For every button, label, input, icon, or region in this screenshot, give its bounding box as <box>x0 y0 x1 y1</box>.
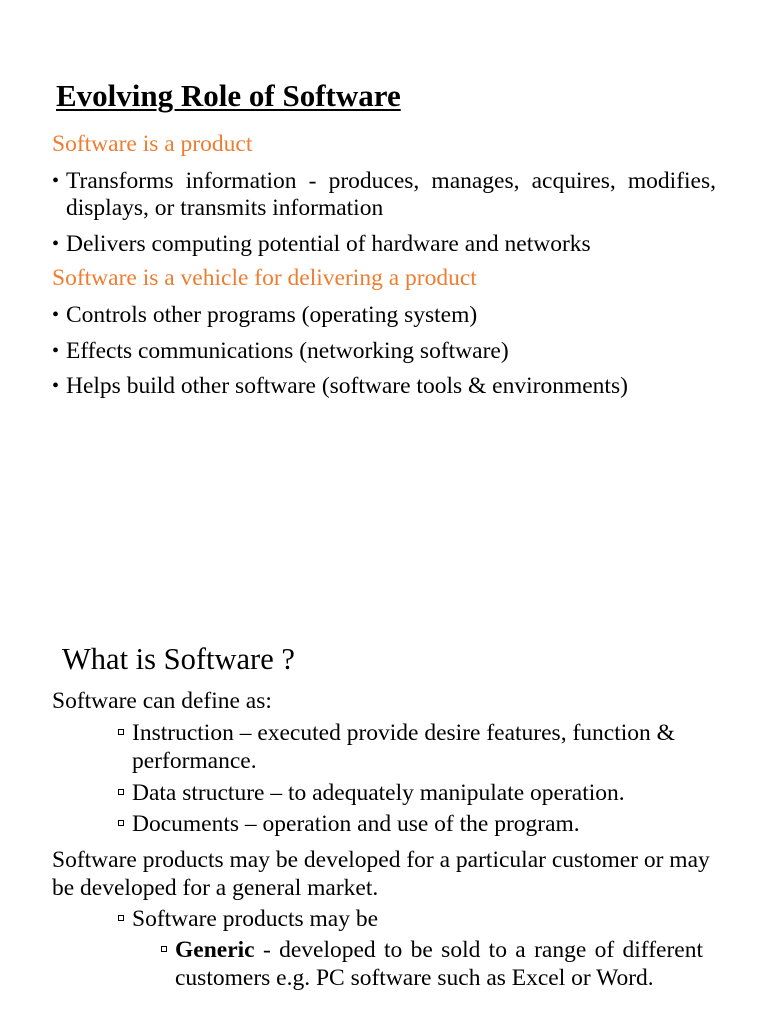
products-subitem <box>118 905 708 933</box>
bullet-text: Helps build other software (software tools & environments) <box>66 373 628 399</box>
square-bullet-icon <box>118 820 124 826</box>
square-bullet-icon <box>118 789 124 795</box>
slide-title: Evolving Role of Software <box>56 78 401 113</box>
bullet-item <box>52 302 716 329</box>
definition-text: Documents – operation and use of the program. <box>132 811 580 837</box>
products-subitem-text: Software products may be <box>132 906 379 932</box>
bullet-item <box>52 338 716 365</box>
definition-item <box>118 810 708 838</box>
definition-text: Data structure – to adequately manipulate operation. <box>132 780 625 806</box>
generic-item <box>161 936 703 992</box>
bullet-text: Effects communications (networking software) <box>66 338 509 364</box>
bullet-dot-icon: • <box>52 304 60 326</box>
bullet-text: Transforms information - produces, manages, acquires, modifies, displays, or transmits information <box>66 168 716 221</box>
bullet-text: Controls other programs (operating system) <box>66 302 478 328</box>
generic-text-block <box>175 936 703 992</box>
bullet-dot-icon: • <box>52 170 60 192</box>
section-heading-vehicle: Software is a vehicle for delivering a product <box>52 265 477 291</box>
square-bullet-icon <box>118 915 124 921</box>
bullet-dot-icon: • <box>52 375 60 397</box>
bullet-dot-icon: • <box>52 340 60 362</box>
square-bullet-icon <box>118 729 124 735</box>
generic-term: Generic <box>175 937 255 963</box>
square-bullet-icon <box>161 946 167 952</box>
bullet-dot-icon: • <box>52 233 60 255</box>
section-heading-product: Software is a product <box>52 131 253 157</box>
slide-what-is-software <box>0 512 768 1024</box>
slide-title: What is Software ? <box>62 642 295 676</box>
bullet-item <box>52 168 716 222</box>
intro-text: Software can define as: <box>52 688 272 714</box>
products-text: Software products may be developed for a particular customer or may be developed for a general market. <box>52 847 710 901</box>
bullet-item <box>52 231 716 258</box>
definition-item <box>118 719 708 775</box>
bullet-text: Delivers computing potential of hardware and networks <box>66 231 591 257</box>
definition-item <box>118 779 708 807</box>
definition-text: Instruction – executed provide desire features, function & performance. <box>132 720 675 774</box>
bullet-item <box>52 373 716 400</box>
generic-description: - developed to be sold to a range of different customers e.g. PC software such as Excel or Word. <box>175 937 703 991</box>
